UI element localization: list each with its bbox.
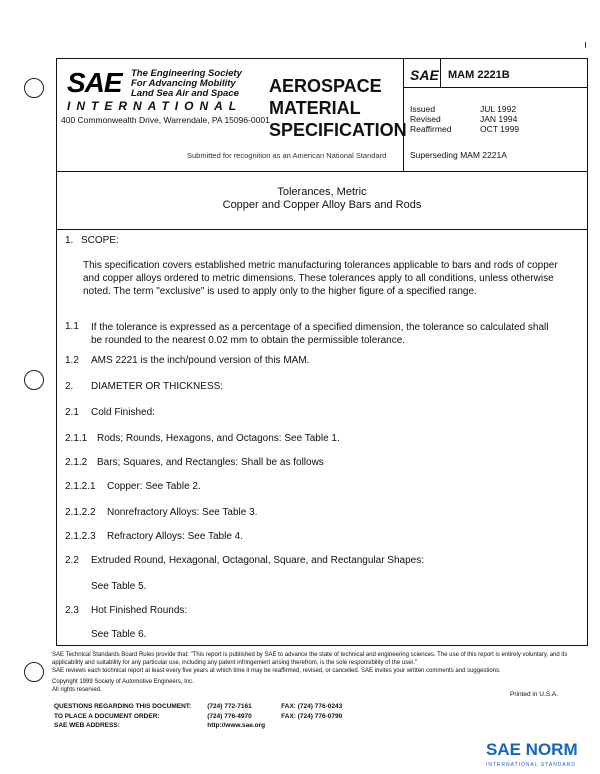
watermark-subtitle: INTERNATIONAL STANDARD — [486, 762, 576, 768]
paragraph: Rods; Rounds, Hexagons, and Octagons: See Table 1. — [97, 433, 340, 444]
title-line-1: Tolerances, Metric — [277, 186, 367, 198]
printed-in: Printed in U.S.A. — [510, 691, 559, 698]
issued-date: JUL 1992 — [480, 104, 517, 114]
footer-notes — [52, 651, 592, 694]
paragraph: This specification covers established metric manufacturing tolerances applicable to bars and rods of copper and copper alloys ordered to metric dimensions. These tolerances apply to all conditions, unless otherwise noted. The term "exclusive" is used to apply only to the higher figure of a specified range. — [83, 260, 558, 297]
section-number: 2.1 — [65, 407, 79, 418]
contact-phone: (724) 772-7161 — [207, 703, 252, 710]
contact-label: SAE WEB ADDRESS: — [54, 722, 120, 729]
section-number: 1.2 — [65, 355, 79, 366]
reaffirmed-date: OCT 1999 — [480, 124, 520, 134]
aerospace-title — [269, 75, 407, 141]
contact-table — [52, 701, 358, 732]
paragraph: Bars; Squares, and Rectangles: Shall be as follows — [97, 457, 324, 468]
contact-fax: FAX: (724) 776-0790 — [281, 712, 343, 720]
superseding-note: Superseding MAM 2221A — [410, 150, 507, 160]
section-number: 2.1.2 — [65, 457, 88, 468]
title-line-2: Copper and Copper Alloy Bars and Rods — [222, 199, 422, 211]
paragraph: Cold Finished: — [91, 407, 155, 418]
paragraph: Nonrefractory Alloys: See Table 3. — [107, 507, 258, 518]
section-number: 2.3 — [65, 605, 79, 616]
sae-logo: SAE — [67, 67, 122, 98]
aero-line-2: MATERIAL — [269, 98, 361, 118]
paragraph: Hot Finished Rounds: — [91, 605, 188, 616]
section-number: 2.2 — [65, 555, 79, 566]
divider — [404, 87, 587, 88]
date-block — [410, 104, 519, 134]
paragraph: See Table 6. — [91, 629, 147, 640]
doc-info-box — [404, 59, 587, 172]
org-tagline — [131, 69, 242, 99]
paragraph: Refractory Alloys: See Table 4. — [107, 531, 243, 542]
punch-hole-middle — [24, 370, 44, 390]
section-number: 2.1.2.2 — [65, 507, 96, 518]
paragraph: See Table 5. — [91, 581, 147, 592]
paragraph: AMS 2221 is the inch/pound version of this MAM. — [91, 355, 310, 366]
paragraph: Copper: See Table 2. — [107, 481, 201, 492]
document-number: MAM 2221B — [448, 69, 510, 81]
contact-row — [54, 703, 356, 711]
section-title: SCOPE: — [81, 235, 119, 246]
footer-disclaimer: SAE Technical Standards Board Rules provide that: "This report is published by SAE to advance the state of technical and engineering sciences. The use of this report is entirely voluntary, and its applicability and suitability for any particular use, including any patent infringement arising therefrom, is the sole responsibility of the user." — [52, 652, 568, 666]
revised-date: JAN 1994 — [480, 114, 518, 124]
org-line-1: The Engineering Society — [131, 68, 242, 79]
address: 400 Commonwealth Drive, Warrendale, PA 15096-0001 — [61, 115, 270, 125]
org-line-3: Land Sea Air and Space — [131, 88, 239, 99]
reaffirmed-label: Reaffirmed — [410, 124, 452, 134]
document-title — [57, 186, 587, 212]
contact-phone: (724) 776-4970 — [207, 712, 252, 720]
section-title: DIAMETER OR THICKNESS: — [91, 381, 224, 392]
contact-row — [54, 713, 356, 721]
section-number: 2.1.1 — [65, 433, 88, 444]
divider — [440, 59, 441, 87]
sae-small-logo: SAE — [410, 67, 439, 83]
web-address[interactable]: http://www.sae.org — [207, 722, 266, 729]
paragraph: Extruded Round, Hexagonal, Octagonal, Square, and Rectangular Shapes: — [91, 555, 424, 566]
punch-hole-bottom — [24, 662, 44, 682]
footer-review-note: SAE reviews each technical report at least every five years at which time it may be reaffirmed, revised, or cancelled. SAE invites your written comments and suggestions. — [52, 668, 501, 674]
org-line-2: For Advancing Mobility — [131, 78, 236, 89]
international-label: INTERNATIONAL — [67, 99, 243, 113]
section-number: 2.1.2.3 — [65, 531, 96, 542]
paragraph: If the tolerance is expressed as a percentage of a specified dimension, the tolerance so calculated shall be rounded to the nearest 0.02 mm to obtain the permissible tolerance. — [91, 322, 549, 346]
sae-norm-watermark: SAE NORM — [486, 740, 578, 759]
punch-hole-top — [24, 78, 44, 98]
section-number: 2. — [65, 381, 74, 392]
contact-row — [54, 722, 356, 730]
contact-label: TO PLACE A DOCUMENT ORDER: — [54, 712, 160, 720]
aero-line-3: SPECIFICATION — [269, 120, 407, 140]
title-row — [57, 172, 587, 230]
contact-label: QUESTIONS REGARDING THIS DOCUMENT: — [54, 703, 192, 710]
section-number: 1. — [65, 235, 74, 246]
contact-fax: FAX: (724) 776-0243 — [281, 703, 343, 710]
copyright: Copyright 1999 Society of Automotive Engineers, Inc. — [52, 679, 194, 685]
section-number: 1.1 — [65, 321, 79, 332]
header-left — [57, 59, 407, 172]
document-frame — [56, 58, 588, 646]
ansi-note: Submitted for recognition as an American National Standard — [187, 151, 387, 160]
issued-label: Issued — [410, 104, 436, 114]
aero-line-1: AEROSPACE — [269, 76, 382, 96]
revised-label: Revised — [410, 114, 441, 124]
section-number: 2.1.2.1 — [65, 481, 96, 492]
rights: All rights reserved. — [52, 687, 102, 693]
edge-mark — [585, 42, 586, 48]
